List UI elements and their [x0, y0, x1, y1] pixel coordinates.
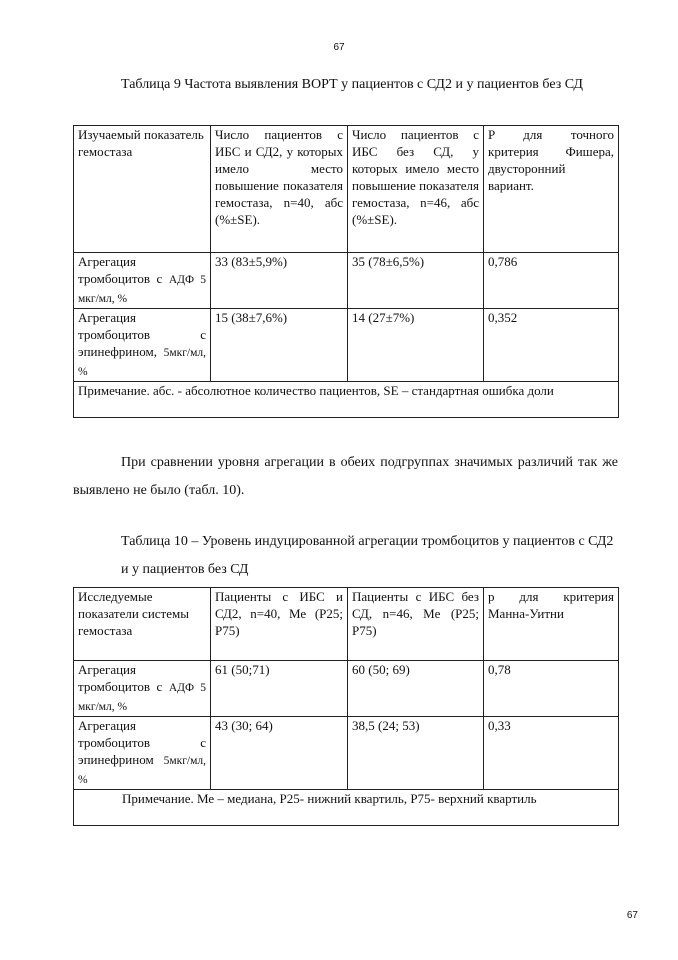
table10-row2-p: 0,33: [484, 717, 619, 790]
table-row: [74, 661, 619, 717]
table10-row2-a: 43 (30; 64): [211, 717, 348, 790]
table9-header-2: Число пациентов с ИБС и СД2, у которых имело место повышение показателя гемостаза, n=40, абс (%±SE).: [211, 126, 348, 253]
table9-row1-b: 35 (78±6,5%): [348, 253, 484, 309]
body-paragraph: При сравнении уровня агрегации в обеих подгруппах значимых различий так же выявлено не было (табл. 10).: [73, 455, 618, 498]
page-number-top: 67: [333, 42, 345, 53]
table9: [73, 125, 619, 418]
table10-row1-name: Агрегация тромбоцитов с АДФ 5 мкг/мл, %: [74, 661, 211, 717]
table9-header-3: Число пациентов с ИБС без СД, у которых имело место повышение показателя гемостаза, n=46, абс (%±SE).: [348, 126, 484, 253]
table9-row2-p: 0,352: [484, 309, 619, 382]
table10-note: Примечание. Ме – медиана, P25- нижний квартиль, P75- верхний квартиль: [74, 790, 619, 826]
table9-header-row: [74, 126, 619, 253]
table10-header-row: [74, 588, 619, 661]
table9-header-4: P для точного критерия Фишера, двусторонний вариант.: [484, 126, 619, 253]
table-row: [74, 717, 619, 790]
table9-row2-a: 15 (38±7,6%): [211, 309, 348, 382]
table9-note-row: [74, 382, 619, 418]
table10-note-row: [74, 790, 619, 826]
table-row: [74, 253, 619, 309]
table10-header-4: р для критерия Манна-Уитни: [484, 588, 619, 661]
table10: [73, 587, 619, 826]
table10-caption: Таблица 10 – Уровень индуцированной агрегации тромбоцитов у пациентов с СД2 и у пациентов без СД: [121, 534, 614, 577]
table9-header-1: Изучаемый показатель гемостаза: [74, 126, 211, 253]
table10-header-1: Исследуемые показатели системы гемостаза: [74, 588, 211, 661]
table9-caption: Таблица 9 Частота выявления ВОРТ у пациентов с СД2 и у пациентов без СД: [121, 77, 583, 92]
table10-row1-p: 0,78: [484, 661, 619, 717]
table9-row1-name: Агрегация тромбоцитов с АДФ 5 мкг/мл, %: [74, 253, 211, 309]
table10-row1-a: 61 (50;71): [211, 661, 348, 717]
table-row: [74, 309, 619, 382]
table10-row2-name: Агрегация тромбоцитов с эпинефрином 5мкг/мл, %: [74, 717, 211, 790]
page-number-bottom: 67: [626, 910, 638, 921]
table10-header-2: Пациенты с ИБС и СД2, n=40, Ме (P25; P75): [211, 588, 348, 661]
table9-row2-name: Агрегация тромбоцитов с эпинефрином, 5мкг/мл, %: [74, 309, 211, 382]
table9-row1-a: 33 (83±5,9%): [211, 253, 348, 309]
table10-row1-b: 60 (50; 69): [348, 661, 484, 717]
table9-row2-b: 14 (27±7%): [348, 309, 484, 382]
table10-header-3: Пациенты с ИБС без СД, n=46, Ме (P25; P75): [348, 588, 484, 661]
table9-row1-p: 0,786: [484, 253, 619, 309]
table10-row2-b: 38,5 (24; 53): [348, 717, 484, 790]
table9-note: Примечание. абс. - абсолютное количество пациентов, SE – стандартная ошибка доли: [74, 382, 619, 418]
